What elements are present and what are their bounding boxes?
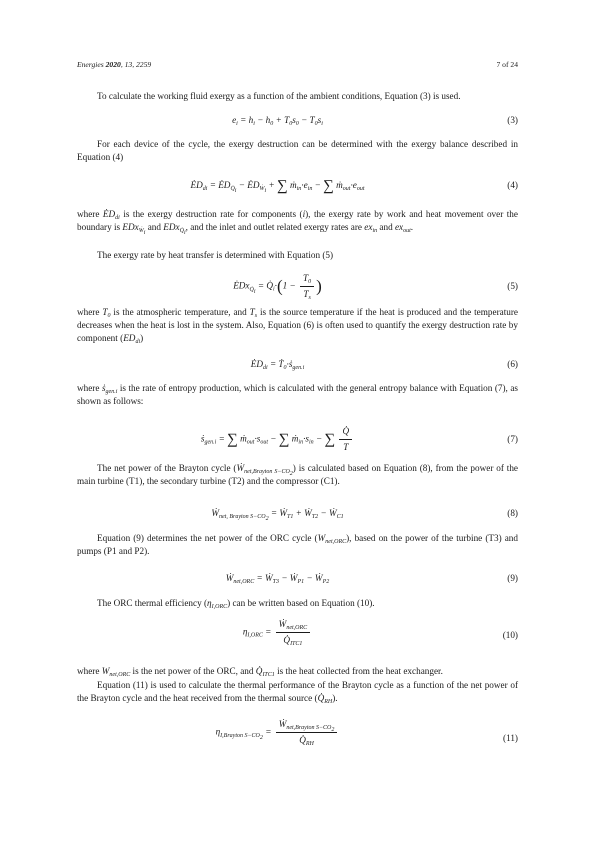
equation-7: ṡ$_{gen.i}$ = ∑ $ṁ_{out}\cdot s_{out}$ − ∑ $ṁ_{in}\cdot s_{in}$ − ∑ $\frac{Q̇}{T}$ (7) (200, 426, 518, 452)
paragraph-4: The exergy rate by heat transfer is determined with Equation (5) (97, 250, 334, 260)
equation-6-number: (6) (507, 359, 518, 369)
equation-8-number: (8) (507, 508, 518, 518)
paragraph-5: where $T_0$ is the atmospheric temperature, and $T_s$ is the source temperature if the heat is produced and the temperature decreases when the heat is lost in the system. Also, Equation (6) is often used to quantify the exergy destruction rate by component $(ED_{di})$ (77, 307, 518, 345)
equation-3-number: (3) (507, 115, 518, 125)
journal-citation: Energies 2020, 13, 2259 (77, 60, 152, 69)
equation-4-number: (4) (507, 180, 518, 190)
paragraph-11: Equation (11) is used to calculate the thermal performance of the Brayton cycle as a function of the net power of the Brayton cycle and the heat received from the thermal source $(Q̇_{RH})$. (77, 680, 518, 705)
equation-11: $\eta_{I,Brayton S-CO_2}$ = $\frac{Ẇ_{net,Brayton S-CO_2}}{Q̇_{RH}}$ (11) (215, 719, 518, 747)
paragraph-7: The net power of the Brayton cycle (Ẇ$_{net,Brayton S-CO_2}$) is calculated based on Equation (8), from the power of the main turbine (T1), the secondary turbine (T2) and the compressor (C1). (77, 463, 518, 486)
paragraph-1: To calculate the working fluid exergy as a function of the ambient conditions, Equation (3) is used. (97, 91, 461, 101)
equation-10-number: (10) (502, 630, 518, 640)
page-header (77, 58, 518, 71)
equation-9: Ẇ$_{net,ORC}$ = Ẇ$_{T3}$ − Ẇ$_{P1}$ − Ẇ$_{P2}$ (9) (225, 573, 518, 585)
paragraph-2: For each device of the cycle, the exergy destruction can be determined with the exergy balance described in Equation (4) (77, 139, 518, 162)
equation-3: $e_i = h_i - h_0 + T_0s_0 - T_0s_i$ (3) (232, 115, 518, 127)
equation-8: Ẇ$_{net, Brayton S-CO_2}$ = Ẇ$_{T1}$ + Ẇ$_{T2}$ − Ẇ$_{C1}$ (8) (211, 508, 518, 522)
equation-9-number: (9) (507, 573, 518, 583)
equation-11-number: (11) (503, 733, 518, 743)
paragraph-6: where ṡ$_{gen.i}$ is the rate of entropy production, which is calculated with the general entropy balance with Equation (7), as shown as follows: (77, 383, 518, 406)
paragraph-10: where $W_{net,ORC}$ is the net power of the ORC, and $Q̇_{ITC1}$ is the heat collected from the heat exchanger. (77, 666, 443, 678)
equation-10: $\eta_{I,ORC}$ = $\frac{Ẇ_{net,ORC}}{Q̇_{ITC1}}$ (10) (242, 619, 518, 647)
equation-4: $ĖD_{di}$ = $ĖD_{Q̇_i}$ − $ĖD_{Ẇ_i}$ + ∑ $ṁ_{in}\cdot e_{in}$ − ∑ $ṁ_{out}\cdot e_{out}$ (4) (190, 178, 518, 194)
paragraph-8: Equation (9) determines the net power of the ORC cycle $(W_{net,ORC})$, based on the power of the turbine (T3) and pumps (P1 and P2). (77, 533, 518, 556)
paragraph-3: where $ĖD_{di}$ is the exergy destruction rate for components (i), the exergy rate by work and heat movement over the boundary is EDx$_{Ẇ_i}$ and EDx$_{Q̇_i}$, and the inlet and outlet related exergy rates are $ex_{in}$ and $ex_{out}$. (77, 209, 518, 236)
equation-7-number: (7) (507, 434, 518, 444)
equation-5: ĖDx$_{Q̇_i}$ = $Q̇_i\cdot(1$ − $\frac{T_0}{T_s}$ ) (5) (233, 273, 518, 301)
equation-6: $ĖD_{di}$ = Ṫ$_0$·ṡ$_{gen.i}$ (6) (250, 359, 518, 371)
paragraph-9: The ORC thermal efficiency $(\eta_{I,ORC})$ can be written based on Equation (10). (97, 598, 375, 610)
page-number: 7 of 24 (496, 60, 518, 69)
equation-5-number: (5) (507, 281, 518, 291)
